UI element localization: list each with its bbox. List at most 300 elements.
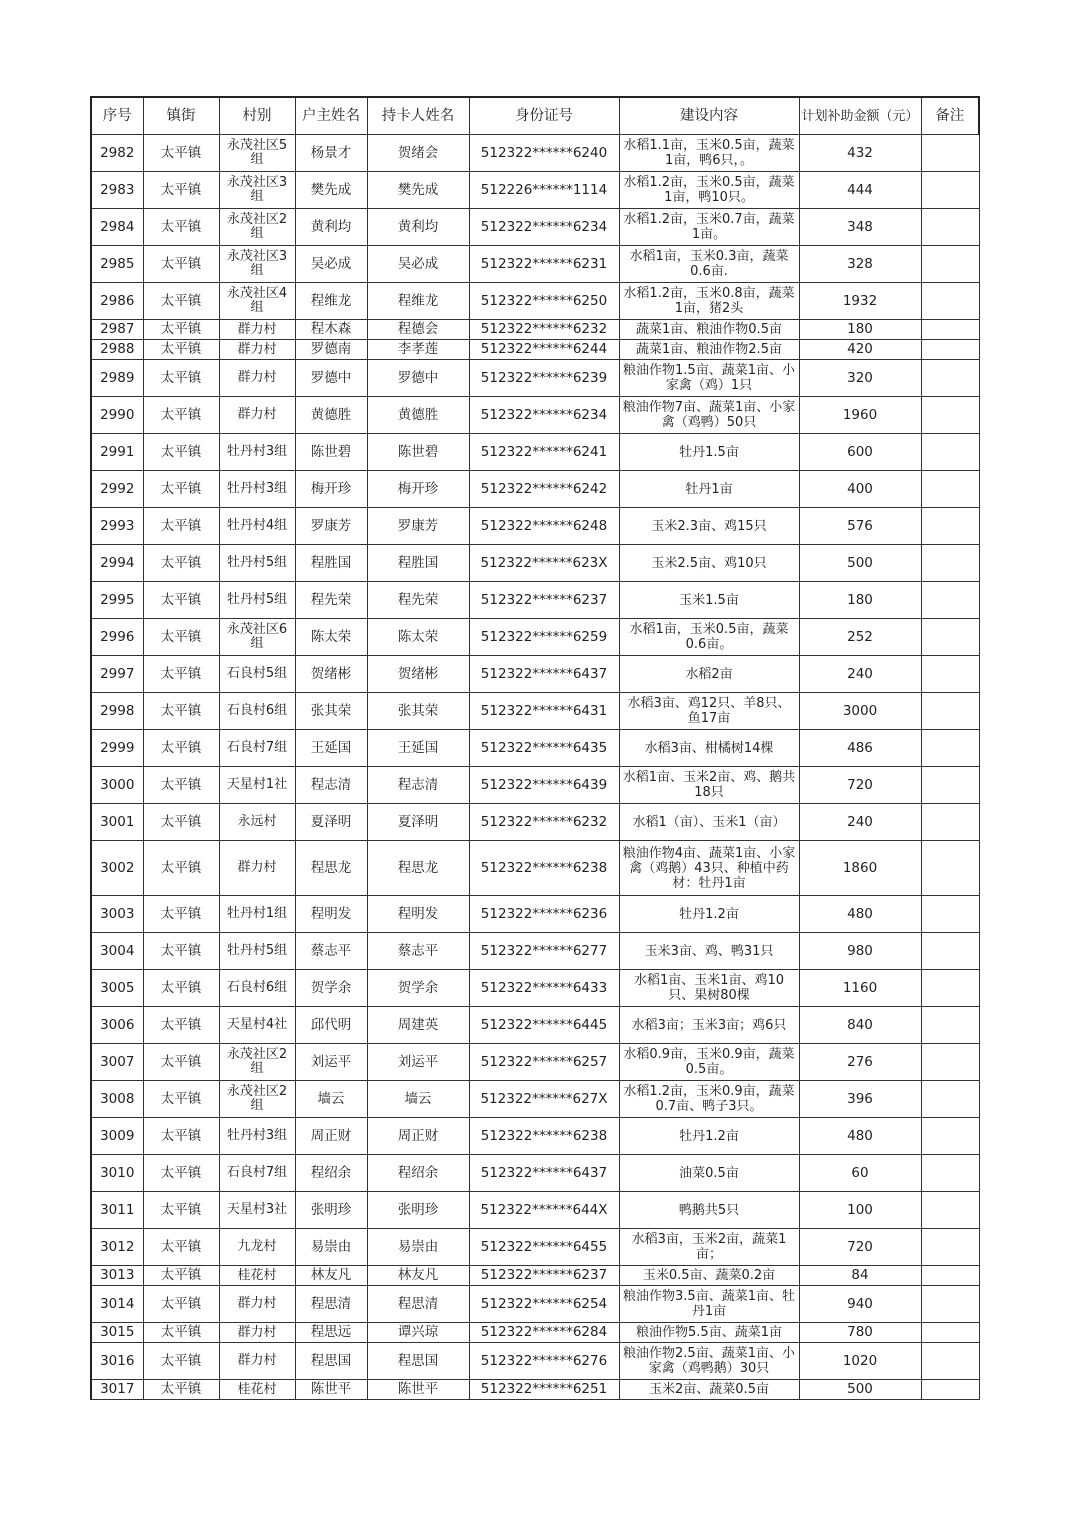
cell-amount: 576: [799, 508, 921, 545]
cell-village: 石良村7组: [219, 1155, 295, 1192]
cell-id-number: 512322******6257: [469, 1044, 619, 1081]
cell-note: [921, 767, 979, 804]
cell-owner: 罗德南: [295, 340, 367, 360]
cell-amount: 1860: [799, 841, 921, 896]
cell-holder: 易崇由: [367, 1229, 469, 1266]
cell-content: 油菜0.5亩: [619, 1155, 799, 1192]
cell-village: 牡丹村3组: [219, 471, 295, 508]
cell-holder: 樊先成: [367, 172, 469, 209]
cell-holder: 罗德中: [367, 360, 469, 397]
cell-owner: 陈太荣: [295, 619, 367, 656]
cell-id-number: 512322******6276: [469, 1343, 619, 1380]
table-row: [91, 1192, 979, 1229]
cell-note: [921, 340, 979, 360]
cell-owner: 程木森: [295, 320, 367, 340]
cell-town: 太平镇: [143, 545, 219, 582]
table-row: [91, 360, 979, 397]
cell-amount: 328: [799, 246, 921, 283]
cell-town: 太平镇: [143, 172, 219, 209]
cell-owner: 贺学余: [295, 970, 367, 1007]
cell-id-number: 512322******6244: [469, 340, 619, 360]
cell-content: 水稻1.2亩，玉米0.7亩，蔬菜1亩。: [619, 209, 799, 246]
cell-amount: 252: [799, 619, 921, 656]
cell-village: 永茂社区6组: [219, 619, 295, 656]
cell-holder: 周建英: [367, 1007, 469, 1044]
cell-holder: 墙云: [367, 1081, 469, 1118]
table-row: [91, 1155, 979, 1192]
cell-seq: 2996: [91, 619, 143, 656]
cell-id-number: 512322******6231: [469, 246, 619, 283]
cell-id-number: 512322******6455: [469, 1229, 619, 1266]
cell-town: 太平镇: [143, 508, 219, 545]
cell-village: 群力村: [219, 340, 295, 360]
cell-amount: 3000: [799, 693, 921, 730]
table-row: [91, 1007, 979, 1044]
header-amount: 计划补助金额（元）: [799, 97, 921, 135]
cell-holder: 陈世碧: [367, 434, 469, 471]
table-row: [91, 340, 979, 360]
cell-note: [921, 619, 979, 656]
cell-id-number: 512226******1114: [469, 172, 619, 209]
cell-note: [921, 209, 979, 246]
cell-town: 太平镇: [143, 397, 219, 434]
header-note: 备注: [921, 97, 979, 135]
cell-owner: 墙云: [295, 1081, 367, 1118]
cell-owner: 程思清: [295, 1286, 367, 1323]
cell-town: 太平镇: [143, 1155, 219, 1192]
cell-village: 牡丹村5组: [219, 582, 295, 619]
cell-note: [921, 1044, 979, 1081]
cell-content: 粮油作物3.5亩、蔬菜1亩、牡丹1亩: [619, 1286, 799, 1323]
cell-content: 玉米1.5亩: [619, 582, 799, 619]
cell-amount: 1160: [799, 970, 921, 1007]
cell-amount: 84: [799, 1266, 921, 1286]
cell-village: 永茂社区3组: [219, 246, 295, 283]
table-row: [91, 1266, 979, 1286]
cell-owner: 程思远: [295, 1323, 367, 1343]
cell-seq: 2985: [91, 246, 143, 283]
cell-amount: 1960: [799, 397, 921, 434]
header-seq: 序号: [91, 97, 143, 135]
cell-amount: 780: [799, 1323, 921, 1343]
cell-id-number: 512322******6433: [469, 970, 619, 1007]
subsidy-table: [90, 96, 980, 1400]
cell-holder: 罗康芳: [367, 508, 469, 545]
cell-holder: 程明发: [367, 896, 469, 933]
cell-village: 牡丹村3组: [219, 434, 295, 471]
cell-note: [921, 582, 979, 619]
table-row: [91, 693, 979, 730]
cell-town: 太平镇: [143, 1380, 219, 1400]
cell-seq: 3010: [91, 1155, 143, 1192]
cell-seq: 3009: [91, 1118, 143, 1155]
cell-town: 太平镇: [143, 933, 219, 970]
table-row: [91, 545, 979, 582]
cell-content: 水稻1（亩）、玉米1（亩）: [619, 804, 799, 841]
cell-content: 水稻3亩；玉米3亩；鸡6只: [619, 1007, 799, 1044]
cell-village: 群力村: [219, 1343, 295, 1380]
cell-village: 永远村: [219, 804, 295, 841]
cell-id-number: 512322******6240: [469, 135, 619, 172]
cell-holder: 贺学余: [367, 970, 469, 1007]
cell-id-number: 512322******6431: [469, 693, 619, 730]
cell-town: 太平镇: [143, 1286, 219, 1323]
cell-town: 太平镇: [143, 471, 219, 508]
cell-content: 水稻0.9亩，玉米0.9亩，蔬菜0.5亩。: [619, 1044, 799, 1081]
cell-village: 永茂社区3组: [219, 172, 295, 209]
cell-seq: 3008: [91, 1081, 143, 1118]
table-row: [91, 1343, 979, 1380]
cell-holder: 王延国: [367, 730, 469, 767]
cell-content: 水稻2亩: [619, 656, 799, 693]
cell-note: [921, 172, 979, 209]
cell-content: 蔬菜1亩、粮油作物0.5亩: [619, 320, 799, 340]
cell-content: 玉米3亩、鸡、鸭31只: [619, 933, 799, 970]
cell-owner: 张其荣: [295, 693, 367, 730]
cell-seq: 3014: [91, 1286, 143, 1323]
cell-town: 太平镇: [143, 841, 219, 896]
cell-holder: 程绍余: [367, 1155, 469, 1192]
table-row: [91, 896, 979, 933]
cell-town: 太平镇: [143, 1081, 219, 1118]
cell-owner: 陈世平: [295, 1380, 367, 1400]
cell-town: 太平镇: [143, 1266, 219, 1286]
cell-id-number: 512322******6437: [469, 656, 619, 693]
cell-seq: 2990: [91, 397, 143, 434]
table-body: [91, 135, 979, 1400]
cell-holder: 周正财: [367, 1118, 469, 1155]
cell-note: [921, 841, 979, 896]
cell-id-number: 512322******6238: [469, 1118, 619, 1155]
cell-seq: 3012: [91, 1229, 143, 1266]
table-row: [91, 933, 979, 970]
cell-seq: 3016: [91, 1343, 143, 1380]
cell-note: [921, 1192, 979, 1229]
cell-owner: 程志清: [295, 767, 367, 804]
cell-owner: 黄德胜: [295, 397, 367, 434]
cell-holder: 黄德胜: [367, 397, 469, 434]
cell-note: [921, 693, 979, 730]
cell-owner: 梅开珍: [295, 471, 367, 508]
cell-id-number: 512322******6437: [469, 1155, 619, 1192]
cell-content: 玉米0.5亩、蔬菜0.2亩: [619, 1266, 799, 1286]
cell-amount: 348: [799, 209, 921, 246]
cell-note: [921, 1323, 979, 1343]
cell-amount: 486: [799, 730, 921, 767]
cell-holder: 夏泽明: [367, 804, 469, 841]
header-id: 身份证号: [469, 97, 619, 135]
cell-amount: 500: [799, 1380, 921, 1400]
cell-note: [921, 508, 979, 545]
table-row: [91, 508, 979, 545]
cell-holder: 程先荣: [367, 582, 469, 619]
cell-note: [921, 545, 979, 582]
cell-amount: 432: [799, 135, 921, 172]
cell-village: 天星村4社: [219, 1007, 295, 1044]
cell-town: 太平镇: [143, 693, 219, 730]
cell-seq: 3001: [91, 804, 143, 841]
cell-content: 牡丹1.5亩: [619, 434, 799, 471]
cell-village: 牡丹村5组: [219, 933, 295, 970]
cell-town: 太平镇: [143, 656, 219, 693]
cell-seq: 2998: [91, 693, 143, 730]
header-village: 村别: [219, 97, 295, 135]
cell-id-number: 512322******6445: [469, 1007, 619, 1044]
cell-seq: 2999: [91, 730, 143, 767]
cell-note: [921, 283, 979, 320]
cell-note: [921, 1118, 979, 1155]
cell-note: [921, 320, 979, 340]
cell-holder: 吴必成: [367, 246, 469, 283]
cell-note: [921, 434, 979, 471]
cell-seq: 3017: [91, 1380, 143, 1400]
cell-holder: 张其荣: [367, 693, 469, 730]
cell-content: 水稻3亩、鸡12只、羊8只、鱼17亩: [619, 693, 799, 730]
cell-town: 太平镇: [143, 1007, 219, 1044]
cell-owner: 刘运平: [295, 1044, 367, 1081]
cell-owner: 罗德中: [295, 360, 367, 397]
cell-seq: 2986: [91, 283, 143, 320]
cell-town: 太平镇: [143, 340, 219, 360]
table-row: [91, 246, 979, 283]
cell-holder: 贺绪会: [367, 135, 469, 172]
cell-owner: 陈世碧: [295, 434, 367, 471]
cell-town: 太平镇: [143, 283, 219, 320]
cell-village: 九龙村: [219, 1229, 295, 1266]
cell-town: 太平镇: [143, 1323, 219, 1343]
cell-id-number: 512322******6232: [469, 320, 619, 340]
cell-holder: 贺绪彬: [367, 656, 469, 693]
cell-amount: 180: [799, 582, 921, 619]
cell-seq: 2994: [91, 545, 143, 582]
cell-village: 群力村: [219, 320, 295, 340]
cell-amount: 420: [799, 340, 921, 360]
cell-note: [921, 896, 979, 933]
cell-content: 粮油作物2.5亩、蔬菜1亩、小家禽（鸡鸭鹅）30只: [619, 1343, 799, 1380]
cell-amount: 480: [799, 896, 921, 933]
cell-content: 水稻3亩、柑橘树14棵: [619, 730, 799, 767]
cell-village: 石良村6组: [219, 693, 295, 730]
cell-amount: 720: [799, 767, 921, 804]
cell-holder: 程维龙: [367, 283, 469, 320]
cell-seq: 2991: [91, 434, 143, 471]
cell-holder: 黄利均: [367, 209, 469, 246]
table-row: [91, 1081, 979, 1118]
cell-town: 太平镇: [143, 135, 219, 172]
cell-content: 水稻1亩，玉米0.5亩，蔬菜0.6亩。: [619, 619, 799, 656]
cell-village: 石良村7组: [219, 730, 295, 767]
cell-town: 太平镇: [143, 1192, 219, 1229]
table-row: [91, 434, 979, 471]
table-header: [91, 97, 979, 135]
cell-note: [921, 970, 979, 1007]
cell-amount: 1020: [799, 1343, 921, 1380]
cell-amount: 600: [799, 434, 921, 471]
cell-note: [921, 933, 979, 970]
cell-note: [921, 1155, 979, 1192]
cell-village: 天星村3社: [219, 1192, 295, 1229]
cell-seq: 2993: [91, 508, 143, 545]
cell-note: [921, 135, 979, 172]
cell-amount: 720: [799, 1229, 921, 1266]
cell-id-number: 512322******6236: [469, 896, 619, 933]
cell-amount: 100: [799, 1192, 921, 1229]
cell-id-number: 512322******6248: [469, 508, 619, 545]
cell-id-number: 512322******6439: [469, 767, 619, 804]
cell-content: 玉米2.5亩、鸡10只: [619, 545, 799, 582]
cell-holder: 程思清: [367, 1286, 469, 1323]
cell-note: [921, 1081, 979, 1118]
cell-owner: 周正财: [295, 1118, 367, 1155]
cell-town: 太平镇: [143, 970, 219, 1007]
table-row: [91, 582, 979, 619]
cell-owner: 罗康芳: [295, 508, 367, 545]
cell-amount: 276: [799, 1044, 921, 1081]
cell-content: 粮油作物7亩、蔬菜1亩、小家禽（鸡鸭）50只: [619, 397, 799, 434]
cell-village: 牡丹村1组: [219, 896, 295, 933]
cell-seq: 2997: [91, 656, 143, 693]
cell-id-number: 512322******623X: [469, 545, 619, 582]
cell-owner: 杨景才: [295, 135, 367, 172]
table-row: [91, 656, 979, 693]
cell-amount: 240: [799, 804, 921, 841]
cell-owner: 程绍余: [295, 1155, 367, 1192]
cell-holder: 陈世平: [367, 1380, 469, 1400]
cell-id-number: 512322******6254: [469, 1286, 619, 1323]
cell-note: [921, 730, 979, 767]
cell-content: 玉米2亩、蔬菜0.5亩: [619, 1380, 799, 1400]
cell-holder: 程思龙: [367, 841, 469, 896]
cell-content: 粮油作物4亩、蔬菜1亩、小家禽（鸡鹅）43只、种植中药材：牡丹1亩: [619, 841, 799, 896]
cell-village: 桂花村: [219, 1380, 295, 1400]
cell-seq: 3011: [91, 1192, 143, 1229]
cell-content: 水稻1.1亩，玉米0.5亩，蔬菜1亩，鸭6只，。: [619, 135, 799, 172]
table-row: [91, 397, 979, 434]
cell-amount: 840: [799, 1007, 921, 1044]
cell-amount: 396: [799, 1081, 921, 1118]
cell-seq: 2987: [91, 320, 143, 340]
cell-seq: 3005: [91, 970, 143, 1007]
cell-town: 太平镇: [143, 896, 219, 933]
cell-owner: 吴必成: [295, 246, 367, 283]
cell-id-number: 512322******6237: [469, 1266, 619, 1286]
cell-amount: 980: [799, 933, 921, 970]
cell-owner: 黄利均: [295, 209, 367, 246]
cell-id-number: 512322******6284: [469, 1323, 619, 1343]
cell-owner: 蔡志平: [295, 933, 367, 970]
cell-id-number: 512322******6234: [469, 397, 619, 434]
cell-note: [921, 360, 979, 397]
cell-village: 永茂社区5组: [219, 135, 295, 172]
cell-holder: 刘运平: [367, 1044, 469, 1081]
cell-village: 牡丹村5组: [219, 545, 295, 582]
cell-seq: 3013: [91, 1266, 143, 1286]
cell-id-number: 512322******6232: [469, 804, 619, 841]
cell-id-number: 512322******6259: [469, 619, 619, 656]
cell-amount: 444: [799, 172, 921, 209]
cell-amount: 60: [799, 1155, 921, 1192]
cell-village: 天星村1社: [219, 767, 295, 804]
table-row: [91, 1286, 979, 1323]
table-row: [91, 209, 979, 246]
cell-id-number: 512322******6241: [469, 434, 619, 471]
cell-village: 群力村: [219, 1323, 295, 1343]
cell-holder: 程胜国: [367, 545, 469, 582]
cell-seq: 2992: [91, 471, 143, 508]
cell-note: [921, 804, 979, 841]
cell-id-number: 512322******6238: [469, 841, 619, 896]
table-row: [91, 730, 979, 767]
cell-content: 牡丹1.2亩: [619, 896, 799, 933]
cell-town: 太平镇: [143, 209, 219, 246]
cell-content: 水稻3亩，玉米2亩，蔬菜1亩；: [619, 1229, 799, 1266]
cell-id-number: 512322******6250: [469, 283, 619, 320]
cell-amount: 480: [799, 1118, 921, 1155]
cell-note: [921, 1343, 979, 1380]
cell-village: 群力村: [219, 397, 295, 434]
cell-town: 太平镇: [143, 320, 219, 340]
cell-content: 水稻1.2亩，玉米0.8亩，蔬菜1亩，猪2头: [619, 283, 799, 320]
cell-seq: 2982: [91, 135, 143, 172]
cell-seq: 2988: [91, 340, 143, 360]
cell-village: 永茂社区4组: [219, 283, 295, 320]
cell-note: [921, 656, 979, 693]
cell-content: 粮油作物1.5亩、蔬菜1亩、小家禽（鸡）1只: [619, 360, 799, 397]
header-owner: 户主姓名: [295, 97, 367, 135]
header-holder: 持卡人姓名: [367, 97, 469, 135]
table-row: [91, 804, 979, 841]
cell-seq: 2995: [91, 582, 143, 619]
table-row: [91, 767, 979, 804]
cell-content: 水稻1亩、玉米2亩、鸡、鹅共18只: [619, 767, 799, 804]
cell-town: 太平镇: [143, 619, 219, 656]
cell-village: 石良村6组: [219, 970, 295, 1007]
cell-seq: 3004: [91, 933, 143, 970]
table-row: [91, 320, 979, 340]
cell-seq: 3003: [91, 896, 143, 933]
cell-town: 太平镇: [143, 1044, 219, 1081]
cell-owner: 易崇由: [295, 1229, 367, 1266]
cell-content: 水稻1亩、玉米1亩、鸡10只、果树80棵: [619, 970, 799, 1007]
cell-amount: 240: [799, 656, 921, 693]
cell-note: [921, 1229, 979, 1266]
cell-content: 玉米2.3亩、鸡15只: [619, 508, 799, 545]
cell-owner: 邱代明: [295, 1007, 367, 1044]
cell-holder: 程思国: [367, 1343, 469, 1380]
cell-owner: 夏泽明: [295, 804, 367, 841]
table-row: [91, 1118, 979, 1155]
cell-town: 太平镇: [143, 1229, 219, 1266]
cell-town: 太平镇: [143, 360, 219, 397]
cell-holder: 梅开珍: [367, 471, 469, 508]
cell-owner: 樊先成: [295, 172, 367, 209]
cell-village: 永茂社区2组: [219, 209, 295, 246]
cell-amount: 1932: [799, 283, 921, 320]
cell-seq: 2984: [91, 209, 143, 246]
cell-seq: 3000: [91, 767, 143, 804]
cell-note: [921, 246, 979, 283]
cell-id-number: 512322******6435: [469, 730, 619, 767]
cell-amount: 940: [799, 1286, 921, 1323]
cell-village: 桂花村: [219, 1266, 295, 1286]
table-row: [91, 1229, 979, 1266]
cell-amount: 500: [799, 545, 921, 582]
cell-village: 石良村5组: [219, 656, 295, 693]
cell-note: [921, 1380, 979, 1400]
cell-town: 太平镇: [143, 730, 219, 767]
table-row: [91, 283, 979, 320]
cell-owner: 张明珍: [295, 1192, 367, 1229]
